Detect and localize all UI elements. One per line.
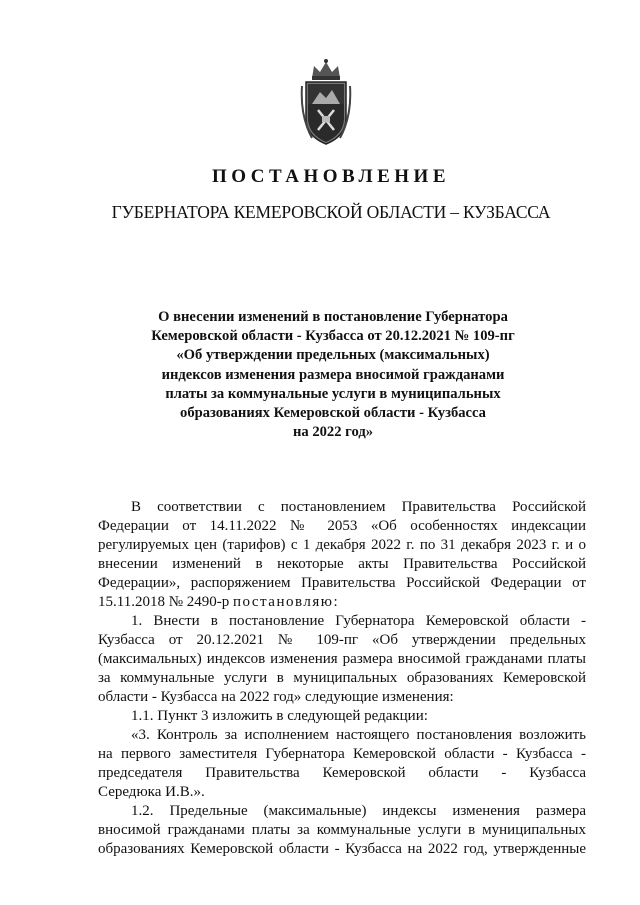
clause-1-2-paragraph: [98, 802, 586, 859]
text-line: за коммунальные услуги в муниципальных образованиях Кемеровской: [98, 670, 586, 686]
subject-line: О внесении изменений в постановление Губернатора: [158, 309, 508, 325]
text-line: 1.2. Предельные (максимальные) индексы изменения размера: [131, 803, 586, 819]
text-line: Середюка И.В.».: [98, 784, 205, 800]
subject-line: индексов изменения размера вносимой гражданами: [161, 366, 505, 383]
document-body: [98, 498, 586, 859]
text-line: председателя Правительства Кемеровской области - Кузбасса: [98, 765, 586, 781]
clause-3-paragraph: [98, 726, 586, 802]
resolve-keyword: постановляю:: [233, 594, 340, 610]
text-line: вносимой гражданами платы за коммунальные услуги в муниципальных: [98, 822, 586, 838]
text-line: Федерации», распоряжением Правительства Российской Федерации от: [98, 575, 586, 591]
subject-line: «Об утверждении предельных (максимальных): [176, 347, 490, 364]
text-line: «3. Контроль за исполнением настоящего постановления возложить: [131, 727, 586, 743]
subject-line: платы за коммунальные услуги в муниципальных: [165, 385, 501, 402]
text-line: [98, 593, 586, 612]
issuer-title: ГУБЕРНАТОРА КЕМЕРОВСКОЙ ОБЛАСТИ – КУЗБАССА: [111, 202, 551, 222]
text-line: 1. Внести в постановление Губернатора Кемеровской области -: [131, 613, 586, 629]
text-line: области - Кузбасса на 2022 год» следующие изменения:: [98, 689, 454, 705]
clause-1-paragraph: [98, 612, 586, 707]
document-type-title: ПОСТАНОВЛЕНИЕ: [211, 166, 451, 187]
text-fragment: 15.11.2018 № 2490-р: [98, 594, 233, 610]
subject-line: Кемеровской области - Кузбасса от 20.12.2021 № 109-пг: [151, 328, 515, 345]
document-subject: [120, 308, 546, 442]
text-line: внесении изменений в некоторые акты Правительства Российской: [98, 556, 586, 572]
text-line: регулируемых цен (тарифов) с 1 декабря 2022 г. по 31 декабря 2023 г. и о: [98, 537, 586, 553]
text-line: на первого заместителя Губернатора Кемеровской области - Кузбасса -: [98, 746, 586, 762]
subject-line: на 2022 год»: [292, 424, 373, 441]
text-line: В соответствии с постановлением Правительства Российской: [131, 499, 586, 515]
text-line: Кузбасса от 20.12.2021 № 109-пг «Об утверждении предельных: [98, 632, 586, 648]
clause-1-1-paragraph: [98, 707, 586, 726]
coat-of-arms-icon: [298, 56, 354, 150]
preamble-paragraph: [98, 498, 586, 612]
subject-line: образованиях Кемеровской области - Кузбасса: [180, 405, 486, 422]
text-line: образованиях Кемеровской области - Кузбасса на 2022 год, утвержденные: [98, 841, 586, 857]
text-line: (максимальных) индексов изменения размера вносимой гражданами платы: [98, 651, 586, 667]
text-line: Федерации от 14.11.2022 № 2053 «Об особенностях индексации: [98, 518, 586, 534]
text-line: 1.1. Пункт 3 изложить в следующей редакции:: [131, 708, 428, 724]
